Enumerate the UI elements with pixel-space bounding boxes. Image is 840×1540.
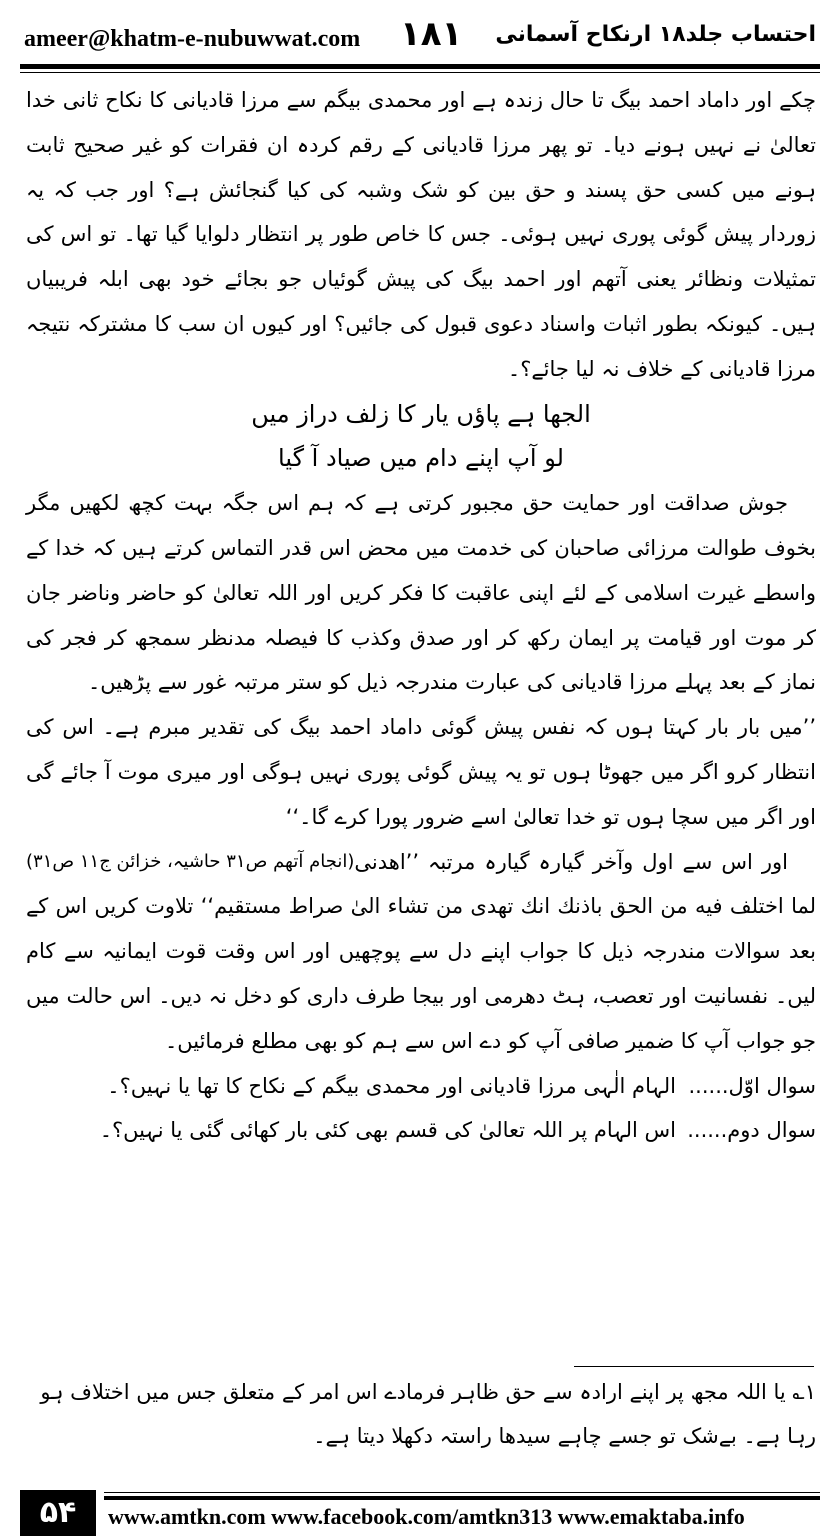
paragraph-2: جوش صداقت اور حمایت حق مجبور کرتی ہے کہ ہم اس جگہ بہت کچھ لکھیں مگر بخوف طوالت مرزائی صاحبان کی خدمت میں محض اس قدر التماس کرتے ہیں کہ خدا کے واسطے غیرت اسلامی کے لئے اپنی عاقبت کا فکر کریں اور اللہ تعالیٰ کو حاضر وناضر جان کر موت اور قیامت پر ایمان رکھ کر اور صدق وکذب کا فیصلہ مدنظر سمجھ کر فجر کی نماز کے بعد پہلے مرزا قادیانی کی عبارت مندرجہ ذیل کو ستر مرتبہ غور سے پڑھیں۔ [26, 491, 816, 695]
footnote: ۱؎ یا اللہ مجھ پر اپنے ارادہ سے حق ظاہر فرمادے اس امر کے متعلق جس میں اختلاف ہو رہا ہے۔ بےشک تو جسے چاہے سیدھا راستہ دکھلا دیتا ہے۔ [40, 1380, 816, 1448]
question-text: اس الہام پر اللہ تعالیٰ کی قسم بھی کئی بار کھائی گئی یا نہیں؟۔ [99, 1118, 676, 1143]
arabic-prayer: اھدنی لما اختلف فیه من الحق باذنك انك تھدی من تشاء الیٰ صراط مستقیم [214, 849, 817, 919]
footnote-rule [574, 1366, 814, 1367]
page-header [0, 0, 840, 80]
quotation-text: ’’میں بار بار کہتا ہوں کہ نفس پیش گوئی داماد احمد بیگ کی تقدیر مبرم ہے۔ اس کی انتظار کرو اگر میں جھوٹا ہوں تو یہ پیش گوئی پوری نہیں ہوگی اور میری موت آ جائے گی اور اگر میں سچا ہوں تو خدا تعالیٰ اسے ضرور پورا کرے گا۔‘‘ [26, 715, 816, 829]
footer-page-number: ۵۴ [20, 1490, 96, 1536]
footer-rule-thick [104, 1496, 820, 1500]
page-footer [0, 1490, 840, 1540]
question-1 [26, 1064, 816, 1109]
header-email: ameer@khatm-e-nubuwwat.com [24, 26, 361, 52]
book-title: احتساب جلد۱۸ ارنکاح آسمانی [495, 22, 816, 47]
verse-line-2: لو آپ اپنے دام میں صیاد آ گیا [278, 444, 564, 473]
verse-line-1: الجھا ہے پاؤں یار کا زلف دراز میں [251, 399, 591, 428]
page-number: ۱۸۱ [400, 14, 463, 54]
footer-rule-thin [104, 1492, 820, 1493]
question-2 [26, 1108, 816, 1153]
page-body [26, 78, 816, 1153]
question-label: سوال دوم...... [687, 1118, 816, 1143]
question-text: الہام الٰہی مرزا قادیانی اور محمدی بیگم کے نکاح کا تھا یا نہیں؟۔ [107, 1073, 676, 1098]
header-rule-thick [20, 64, 820, 69]
footer-urls: www.amtkn.com www.facebook.com/amtkn313 www.emaktaba.info [108, 1504, 745, 1529]
question-label: سوال اوّل...... [688, 1073, 816, 1098]
paragraph-1: چکے اور داماد احمد بیگ تا حال زندہ ہے اور محمدی بیگم سے مرزا قادیانی کا نکاح ثانی خدا تعالیٰ نے نہیں ہونے دیا۔ تو پھر مرزا قادیانی کے رقم کردہ ان فقرات کو غیر صحیح ثابت ہونے میں کسی حق پسند و حق بین کو شک وشبہ کی کیا گنجائش ہے؟ اور جب کہ یہ زوردار پیش گوئی پوری نہیں ہوئی۔ جس کا خاص طور پر انتظار دلوایا گیا تھا۔ تو اس کی تمثیلات ونظائر یعنی آتھم اور احمد بیگ کی پیش گوئیاں جو بجائے خود بھی ابلہ فریبیاں ہیں۔ کیونکہ بطور اثبات واسناد دعوی قبول کی جائیں؟ اور کیوں ان سب کا مشترکہ نتیجہ مرزا قادیانی کے خلاف نہ لیا جائے؟۔ [26, 88, 816, 381]
quotation-reference: (انجام آتھم ص۳۱ حاشیہ، خزائن ج۱۱ ص۳۱) [26, 850, 355, 872]
paragraph-3-rest: ‘‘ تلاوت کریں اس کے بعد سوالات مندرجہ ذیل کا جواب اپنے دل سے پوچھیں اور اس وقت قوت ایمانیہ سے کام لیں۔ نفسانیت اور تعصب، ہٹ دھرمی اور بیجا طرف داری کو دخل نہ دیں۔ اس حالت میں جو جواب آپ کا ضمیر صافی آپ کو دے اس سے ہم کو بھی مطلع فرمائیں۔ [26, 894, 816, 1053]
paragraph-3-lead: اور اس سے اول وآخر گیارہ گیارہ مرتبہ ’’ [405, 849, 788, 874]
header-rule-thin [20, 72, 820, 73]
